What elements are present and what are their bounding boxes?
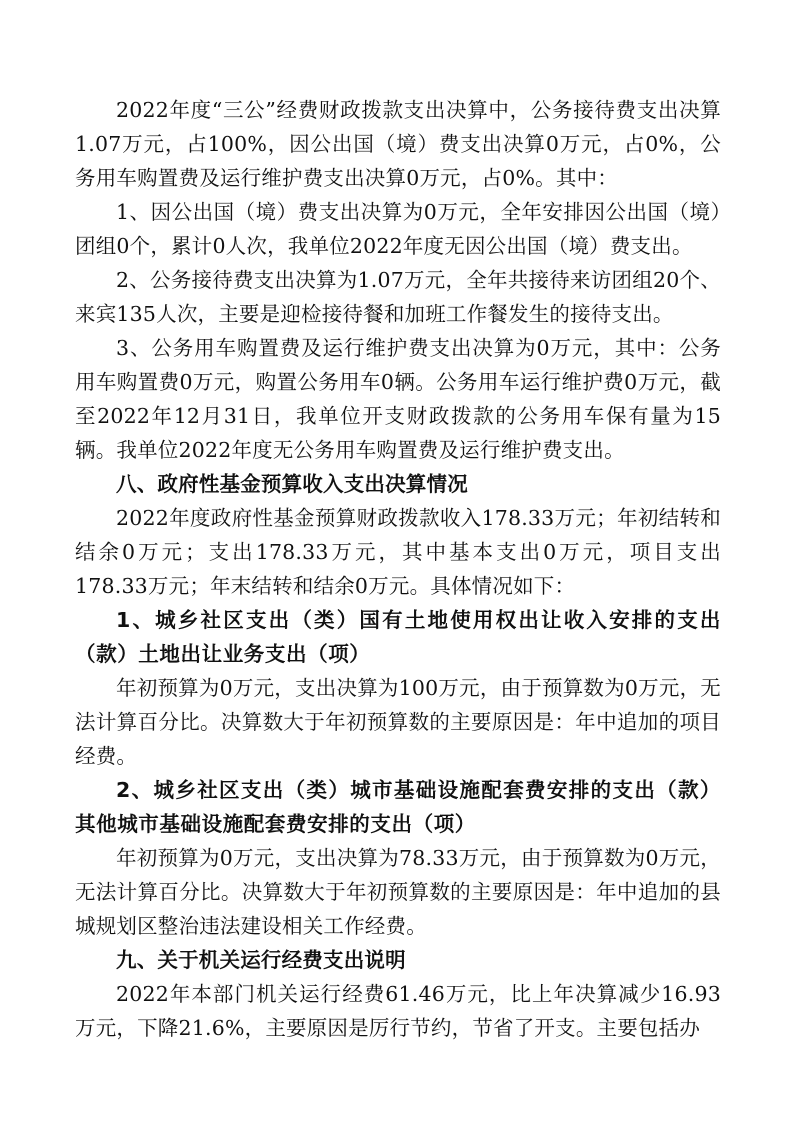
subsection-8-1-heading: 1、城乡社区支出（类）国有土地使用权出让收入安排的支出（款）土地出让业务支出（项） [75,608,721,666]
subsection-8-2-heading: 2、城乡社区支出（类）城市基础设施配套费安排的支出（款）其他城市基础设施配套费安排的支出（项） [75,778,721,836]
overseas-travel-paragraph: 1、因公出国（境）费支出决算为0万元，全年安排因公出国（境）团组0个，累计0人次，我单位2022年度无因公出国（境）费支出。 [75,200,721,258]
three-public-summary-paragraph: 2022年度“三公”经费财政拨款支出决算中，公务接待费支出决算1.07万元，占100%，因公出国（境）费支出决算0万元，占0%，公务用车购置费及运行维护费支出决算0万元，占0%。其中： [75,98,721,190]
operating-expense-paragraph: 2022年本部门机关运行经费61.46万元，比上年决算减少16.93万元，下降21.6%，主要原因是厉行节约，节省了开支。主要包括办 [75,982,721,1040]
section-8-heading: 八、政府性基金预算收入支出决算情况 [116,472,468,496]
subsection-8-1-paragraph: 年初预算为0万元，支出决算为100万元，由于预算数为0万元，无法计算百分比。决算数大于年初预算数的主要原因是：年中追加的项目经费。 [75,676,721,768]
government-fund-paragraph: 2022年度政府性基金预算财政拨款收入178.33万元；年初结转和结余0万元；支出178.33万元，其中基本支出0万元，项目支出178.33万元；年末结转和结余0万元。具体情况如下： [75,506,721,598]
document-page [75,93,721,1045]
subsection-8-2-paragraph: 年初预算为0万元，支出决算为78.33万元，由于预算数为0万元，无法计算百分比。决算数大于年初预算数的主要原因是：年中追加的县城规划区整治违法建设相关工作经费。 [75,846,721,938]
reception-paragraph: 2、公务接待费支出决算为1.07万元，全年共接待来访团组20个、来宾135人次，主要是迎检接待餐和加班工作餐发生的接待支出。 [75,268,721,326]
section-9-heading: 九、关于机关运行经费支出说明 [116,948,406,972]
vehicle-paragraph: 3、公务用车购置费及运行维护费支出决算为0万元，其中：公务用车购置费0万元，购置公务用车0辆。公务用车运行维护费0万元，截至2022年12月31日，我单位开支财政拨款的公务用车保有量为15辆。我单位2022年度无公务用车购置费及运行维护费支出。 [75,336,721,462]
